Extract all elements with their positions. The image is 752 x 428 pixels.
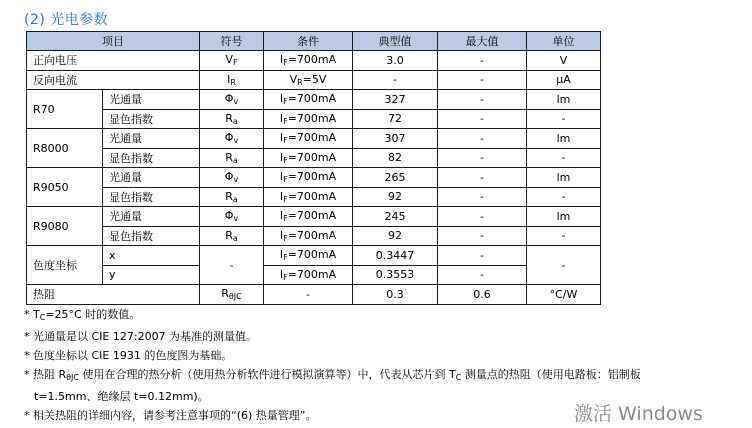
item-cell: 反向电流	[27, 70, 200, 90]
max-cell: -	[438, 187, 527, 207]
table-row	[27, 285, 601, 305]
max-cell: -	[438, 226, 527, 246]
max-cell: -	[438, 129, 527, 149]
unit-cell: lm	[527, 168, 601, 188]
param-label-cell: 光通量	[103, 129, 200, 149]
condition-cell: $I_F=700mA$	[264, 246, 353, 266]
table-row	[27, 51, 601, 71]
max-cell: -	[438, 109, 527, 129]
condition-cell: -	[264, 285, 353, 305]
max-cell: -	[438, 90, 527, 110]
footnote-chromaticity: * 色度坐标以 CIE 1931 的色度图为基础。	[24, 349, 233, 362]
condition-cell: $I_F=700mA$	[264, 187, 353, 207]
unit-cell: -	[527, 148, 601, 168]
condition-cell: $I_F=700mA$	[264, 207, 353, 227]
typical-cell: 0.3553	[353, 265, 438, 285]
symbol-cell: $R_a$	[200, 226, 264, 246]
item-cell: 色度坐标	[27, 246, 103, 285]
unit-cell: lm	[527, 207, 601, 227]
table-header-row	[27, 32, 601, 51]
typical-cell: 72	[353, 109, 438, 129]
symbol-cell: $I_R$	[200, 70, 264, 90]
unit-cell: lm	[527, 129, 601, 149]
max-cell: -	[438, 246, 527, 266]
max-cell: -	[438, 70, 527, 90]
condition-cell: $I_F=700mA$	[264, 90, 353, 110]
unit-cell: -	[527, 226, 601, 246]
table-row	[27, 168, 601, 188]
condition-cell: $I_F=700mA$	[264, 226, 353, 246]
symbol-cell: $\Phi_v$	[200, 207, 264, 227]
typical-cell: 3.0	[353, 51, 438, 71]
table-row	[27, 207, 601, 227]
symbol-cell: $R_a$	[200, 187, 264, 207]
typical-cell: -	[353, 70, 438, 90]
param-label-cell: 显色指数	[103, 109, 200, 129]
typical-cell: 82	[353, 148, 438, 168]
model-cell: R9050	[27, 168, 103, 207]
condition-cell: $I_F=700mA$	[264, 109, 353, 129]
table-row	[27, 148, 601, 168]
max-cell: -	[438, 265, 527, 285]
typical-cell: 327	[353, 90, 438, 110]
section-title: (2) 光电参数	[24, 12, 109, 28]
header-condition: 条件	[264, 32, 353, 51]
table-row	[27, 90, 601, 110]
item-cell: 正向电压	[27, 51, 200, 71]
max-cell: -	[438, 207, 527, 227]
param-label-cell: 显色指数	[103, 148, 200, 168]
param-label-cell: 显色指数	[103, 187, 200, 207]
header-typical: 典型值	[353, 32, 438, 51]
param-label-cell: y	[103, 265, 200, 285]
header-unit: 单位	[527, 32, 601, 51]
param-label-cell: 光通量	[103, 90, 200, 110]
symbol-cell: $R_{\theta JC}$	[200, 285, 264, 305]
param-label-cell: x	[103, 246, 200, 266]
symbol-cell: $\Phi_v$	[200, 129, 264, 149]
footnote-luminous-flux: * 光通量是以 CIE 127:2007 为基准的测量值。	[24, 330, 258, 343]
model-cell: R70	[27, 90, 103, 129]
header-item: 项目	[27, 32, 200, 51]
typical-cell: 92	[353, 187, 438, 207]
condition-cell: $I_F=700mA$	[264, 265, 353, 285]
typical-cell: 0.3	[353, 285, 438, 305]
condition-cell: $I_F=700mA$	[264, 129, 353, 149]
param-label-cell: 显色指数	[103, 226, 200, 246]
footnote-thermal-resistance: * 热阻 $R_{\theta JC}$ 使用在合理的热分析（使用热分析软件进行模拟演算等）中，代表从芯片到 $T_C$ 测量点的热阻（使用电路板：铝制板	[24, 368, 641, 382]
header-max: 最大值	[438, 32, 527, 51]
footnote-test-condition: * $T_C=25^\circ C$ 时的数值。	[24, 308, 141, 322]
symbol-cell: $R_a$	[200, 148, 264, 168]
max-cell: -	[438, 148, 527, 168]
typical-cell: 0.3447	[353, 246, 438, 266]
param-label-cell: 光通量	[103, 207, 200, 227]
footnote-thermal-management: * 相关热阻的详细内容，请参考注意事项的“(6) 热量管理”。	[24, 409, 317, 422]
unit-cell: -	[527, 187, 601, 207]
condition-cell: $I_F=700mA$	[264, 168, 353, 188]
symbol-cell: $R_a$	[200, 109, 264, 129]
footnote-thermal-resistance-cont: t=1.5mm、绝缘层 t=0.12mm)。	[34, 390, 209, 403]
max-cell: -	[438, 51, 527, 71]
table-row	[27, 246, 601, 266]
unit-cell: lm	[527, 90, 601, 110]
table-row	[27, 70, 601, 90]
condition-cell: $V_R=5V$	[264, 70, 353, 90]
item-cell: 热阻	[27, 285, 200, 305]
header-symbol: 符号	[200, 32, 264, 51]
unit-cell: °C/W	[527, 285, 601, 305]
symbol-cell: -	[200, 246, 264, 285]
typical-cell: 307	[353, 129, 438, 149]
optoelectronic-parameters-table	[26, 31, 601, 305]
condition-cell: $I_F=700mA$	[264, 51, 353, 71]
model-cell: R9080	[27, 207, 103, 246]
model-cell: R8000	[27, 129, 103, 168]
table-row	[27, 129, 601, 149]
typical-cell: 245	[353, 207, 438, 227]
activate-windows-watermark: 激活 Windows	[574, 403, 703, 425]
max-cell: -	[438, 168, 527, 188]
typical-cell: 265	[353, 168, 438, 188]
condition-cell: $I_F=700mA$	[264, 148, 353, 168]
table-row	[27, 226, 601, 246]
unit-cell: μA	[527, 70, 601, 90]
symbol-cell: $\Phi_v$	[200, 90, 264, 110]
table-row	[27, 109, 601, 129]
typical-cell: 92	[353, 226, 438, 246]
param-label-cell: 光通量	[103, 168, 200, 188]
symbol-cell: $V_F$	[200, 51, 264, 71]
table-row	[27, 265, 601, 285]
symbol-cell: $\Phi_v$	[200, 168, 264, 188]
table-row	[27, 187, 601, 207]
max-cell: 0.6	[438, 285, 527, 305]
unit-cell: V	[527, 51, 601, 71]
unit-cell: -	[527, 109, 601, 129]
unit-cell: -	[527, 246, 601, 285]
